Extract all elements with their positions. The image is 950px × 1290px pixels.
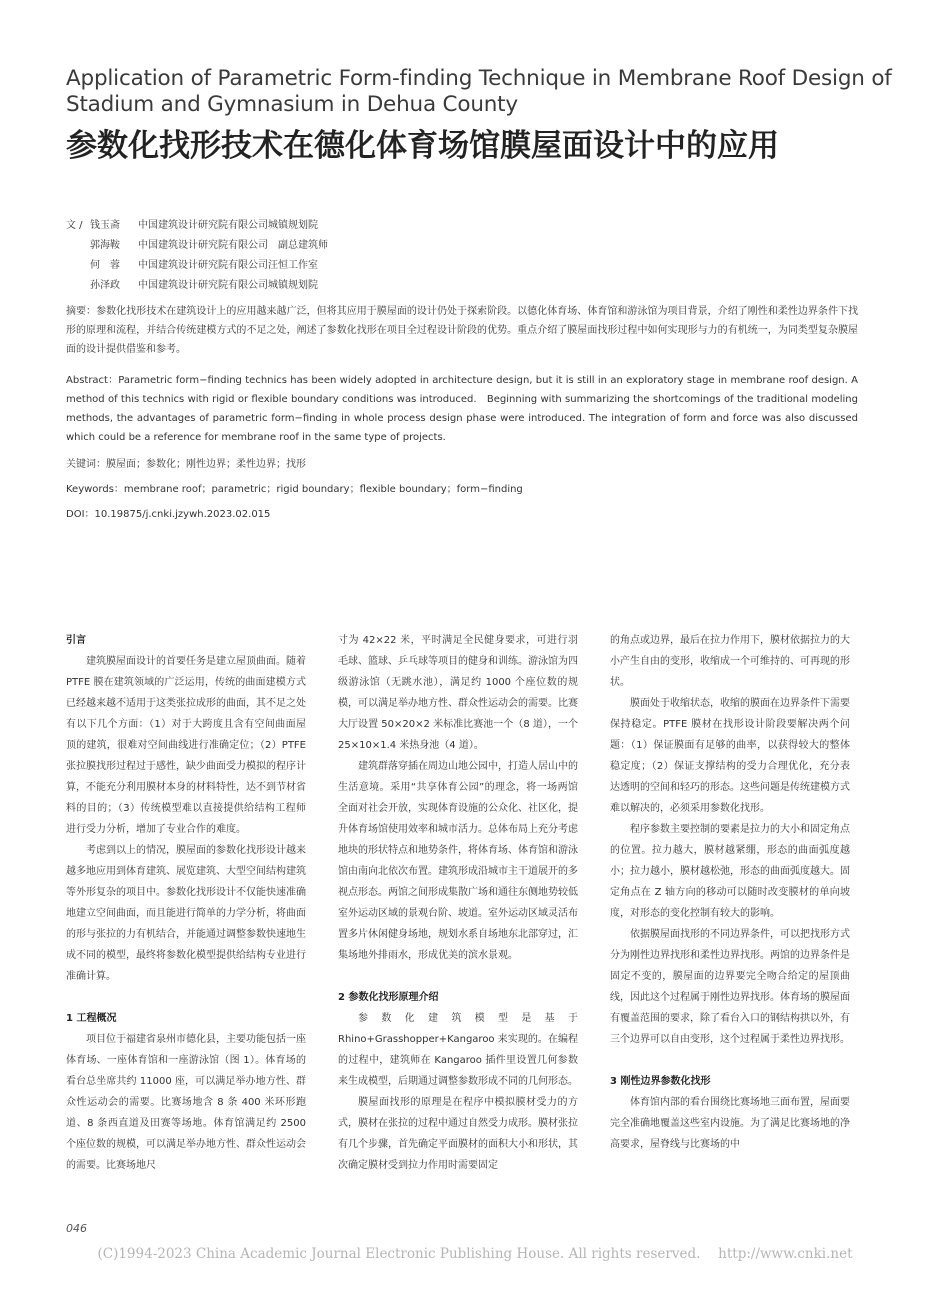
author-affiliation: 中国建筑设计研究院有限公司汪恒工作室	[138, 260, 318, 271]
author-row	[66, 216, 328, 236]
paragraph: 寸为 42×22 米，平时满足全民健身要求，可进行羽毛球、篮球、乒乓球等项目的健身和训练。游泳馆为四级游泳馆（无跳水池），满足约 1000 个座位数的规模，可以满足举办地方性、群众性运动会的需要。比赛大厅设置 50×20×2 米标准比赛池一个（8 道），一个 25×10×1.4 米热身池（4 道）。	[338, 635, 578, 751]
copyright-footer: (C)1994-2023 China Academic Journal Electronic Publishing House. All rights reserved. http://www.cnki.net	[97, 1246, 853, 1262]
keywords-chinese: 关键词：膜屋面；参数化；刚性边界；柔性边界；找形	[66, 459, 306, 470]
keywords-english: Keywords：membrane roof；parametric；rigid boundary；flexible boundary；form−finding	[66, 484, 523, 495]
section-heading-1: 1 工程概况	[66, 1013, 117, 1024]
paragraph: 考虑到以上的情况，膜屋面的参数化找形设计越来越多地应用到体育建筑、展览建筑、大型空间结构建筑等外形复杂的项目中。参数化找形设计不仅能快速准确地建立空间曲面，而且能进行简单的力学分析，将曲面的形与张拉的力有机结合，并能通过调整参数快速地生成不同的模型，最终将参数化模型提供给结构专业进行准确计算。	[66, 845, 306, 982]
author-prefix	[66, 276, 90, 296]
section-heading-2: 2 参数化找形原理介绍	[338, 992, 439, 1003]
title-chinese: 参数化找形技术在德化体育场馆膜屋面设计中的应用	[66, 128, 779, 164]
abstract-english: Abstract：Parametric form−finding technics has been widely adopted in architecture design, but it is still in an exploratory stage in membrane roof design. A method of this technics with rigid or flexible boundary conditions was introduced. Beginning with summarizing the shortcomings of the traditional modeling methods, the advantages of parametric form−finding in whole process design phase were introduced. The integration of form and force was also discussed which could be a reference for membrane roof in the same type of projects.	[66, 375, 858, 443]
paragraph: 膜屋面找形的原理是在程序中模拟膜材受力的方式，膜材在张拉的过程中通过自然受力成形。膜材张拉有几个步骤，首先确定平面膜材的面积大小和形状，其次确定膜材受到拉力作用时需要固定	[338, 1097, 578, 1171]
author-affiliation: 中国建筑设计研究院有限公司城镇规划院	[138, 280, 318, 291]
paragraph: 建筑膜屋面设计的首要任务是建立屋顶曲面。随着 PTFE 膜在建筑领域的广泛运用，传统的曲面建模方式已经越来越不适用于这类张拉成形的曲面，其不足之处有以下几个方面：（1）对于大跨度且含有空间曲面屋顶的建筑，很难对空间曲线进行准确定位；（2）PTFE 张拉膜找形过程过于感性，缺少曲面受力模拟的程序计算，不能充分利用膜材本身的材料特性，达不到节材省料的目的；（3）传统模型难以直接提供给结构工程师进行受力分析，增加了专业合作的难度。	[66, 656, 306, 835]
author-row	[66, 236, 328, 256]
author-affiliation: 中国建筑设计研究院有限公司 副总建筑师	[138, 240, 328, 251]
paragraph: 体育馆内部的看台围绕比赛场地三面布置，屋面要完全准确地覆盖这些室内设施。为了满足比赛场地的净高要求，屋脊线与比赛场的中	[610, 1097, 850, 1150]
author-prefix	[66, 236, 90, 256]
author-row	[66, 276, 328, 296]
paragraph: 膜面处于收缩状态，收缩的膜面在边界条件下需要保持稳定。PTFE 膜材在找形设计阶段要解决两个问题：（1）保证膜面有足够的曲率，以获得较大的整体稳定度；（2）保证支撑结构的受力合理优化，充分表达透明的空间和轻巧的形态。这些问题是传统建模方式难以解决的，必须采用参数化找形。	[610, 698, 850, 814]
author-prefix: 文 /	[66, 220, 83, 231]
paragraph: 依据膜屋面找形的不同边界条件，可以把找形方式分为刚性边界找形和柔性边界找形。两馆的边界条件是固定不变的，膜屋面的边界要完全吻合给定的屋顶曲线，因此这个过程属于刚性边界找形。体育场的膜屋面有覆盖范围的要求，除了看台入口的钢结构拱以外，有三个边界可以自由变形，这个过程属于柔性边界找形。	[610, 929, 850, 1045]
paragraph: 参数化建筑模型是基于 Rhino+Grasshopper+Kangaroo 来实现的。在编程的过程中，建筑师在 Kangaroo 插件里设置几何参数来生成模型，后期通过调整参数形成不同的几何形态。	[338, 1013, 578, 1087]
author-name: 何 蓉	[90, 260, 120, 271]
paragraph: 的角点或边界，最后在拉力作用下，膜材依据拉力的大小产生自由的变形，收缩成一个可维持的、可再现的形状。	[610, 635, 850, 688]
abstract-chinese: 摘要：参数化找形技术在建筑设计上的应用越来越广泛，但将其应用于膜屋面的设计仍处于探索阶段。以德化体育场、体育馆和游泳馆为项目背景，介绍了刚性和柔性边界条件下找形的原理和流程，并结合传统建模方式的不足之处，阐述了参数化找形在项目全过程设计阶段的优势。重点介绍了膜屋面找形过程中如何实现形与力的有机统一，为同类型复杂膜屋面的设计提供借鉴和参考。	[66, 306, 858, 355]
page-number: 046	[66, 1222, 87, 1235]
title-english: Application of Parametric Form-finding Technique in Membrane Roof Design of Stadium and Gymnasium in Dehua County	[66, 66, 892, 117]
paragraph: 建筑群落穿插在周边山地公园中，打造人居山中的生活意境。采用“共享体育公园”的理念，将一场两馆全面对社会开放，实现体育设施的公众化、社区化，提升体育场馆使用效率和城市活力。总体布局上充分考虑地块的形状特点和地势条件，将体育场、体育馆和游泳馆由南向北依次布置。建筑形成沿城市主干道展开的多视点形态。两馆之间形成集散广场和通往东侧地势较低室外运动区域的景观台阶、坡道。室外运动区域灵活布置多片休闲健身场地，规划水系自场地东北部穿过，汇集场地外排雨水，形成优美的滨水景观。	[338, 761, 578, 961]
author-name: 孙泽政	[90, 280, 120, 291]
author-prefix	[66, 256, 90, 276]
author-name: 郭海鞍	[90, 240, 120, 251]
body-column-1	[66, 630, 306, 1176]
doi: DOI：10.19875/j.cnki.jzywh.2023.02.015	[66, 509, 271, 520]
section-heading-intro: 引言	[66, 635, 86, 646]
author-affiliation: 中国建筑设计研究院有限公司城镇规划院	[138, 220, 318, 231]
paragraph: 项目位于福建省泉州市德化县，主要功能包括一座体育场、一座体育馆和一座游泳馆（图 1）。体育场的看台总坐席共约 11000 座，可以满足举办地方性、群众性运动会的需要。比赛场地含 8 条 400 米环形跑道、8 条西直道及田赛等场地。体育馆满足约 2500 个座位数的规模，可以满足举办地方性、群众性运动会的需要。比赛场地尺	[66, 1034, 306, 1171]
section-heading-3: 3 刚性边界参数化找形	[610, 1076, 711, 1087]
paragraph: 程序参数主要控制的要素是拉力的大小和固定角点的位置。拉力越大，膜材越紧绷，形态的曲面弧度越小；拉力越小，膜材越松弛，形态的曲面弧度越大。固定角点在 Z 轴方向的移动可以随时改变膜材的单向坡度，对形态的变化控制有较大的影响。	[610, 824, 850, 919]
body-column-3	[610, 630, 850, 1155]
author-name: 钱玉斋	[90, 220, 120, 231]
author-row	[66, 256, 328, 276]
author-list	[66, 216, 328, 296]
body-column-2	[338, 630, 578, 1176]
